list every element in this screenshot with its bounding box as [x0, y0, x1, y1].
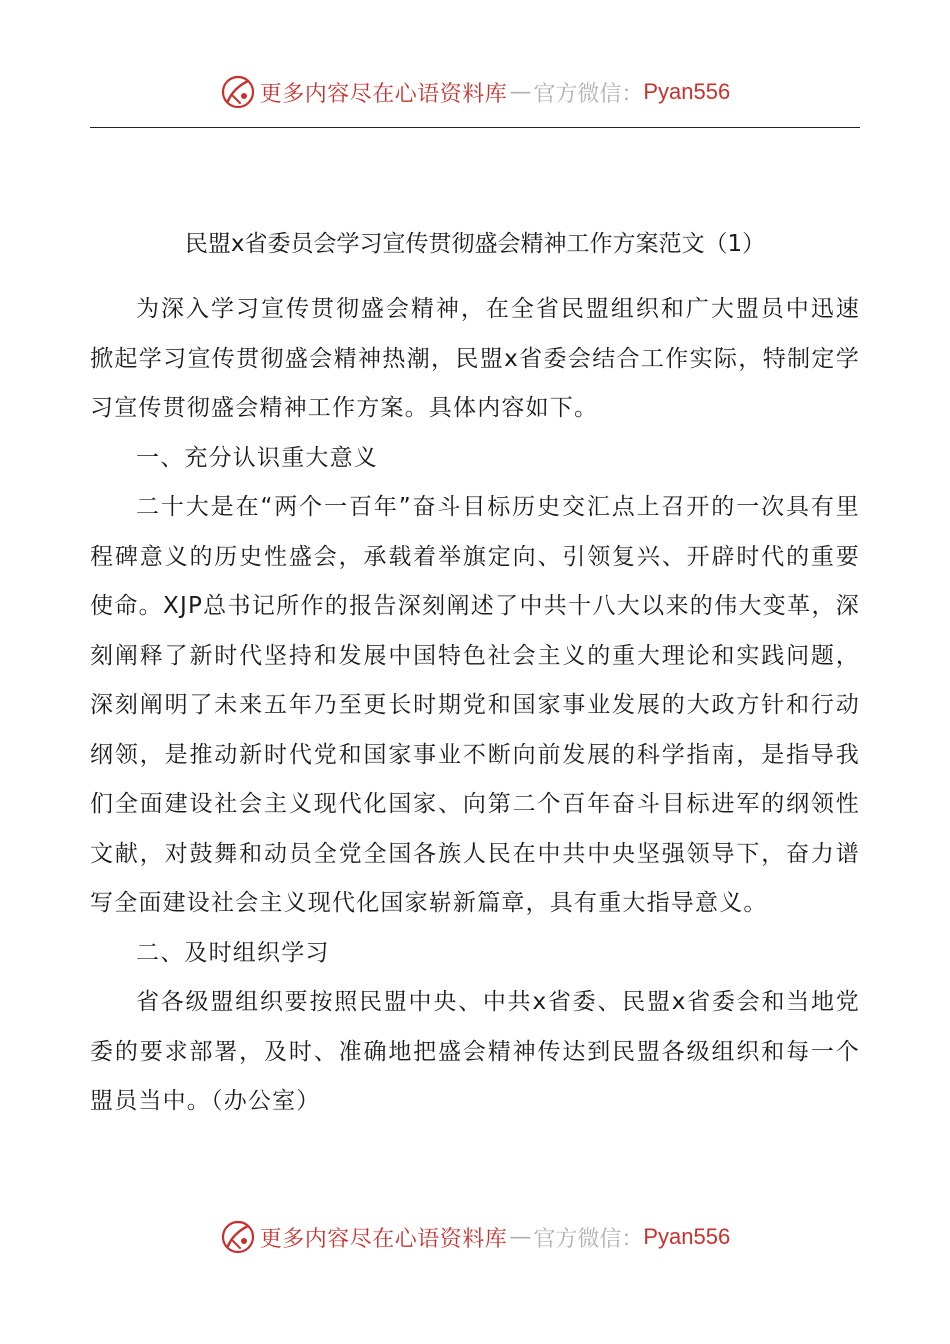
- section-1-paragraph: 二十大是在“两个一百年”奋斗目标历史交汇点上召开的一次具有里程碑意义的历史性盛会，承载着举旗定向、引领复兴、开辟时代的重要使命。XJP总书记所作的报告深刻阐述了中共十八大以来的伟大变革，深刻阐释了新时代坚持和发展中国特色社会主义的重大理论和实践问题，深刻阐明了未来五年乃至更长时期党和国家事业发展的大政方针和行动纲领，是推动新时代党和国家事业不断向前发展的科学指南，是指导我们全面建设社会主义现代化国家、向第二个百年奋斗目标进军的纲领性文献，对鼓舞和动员全党全国各族人民在中共中央坚强领导下，奋力谱写全面建设社会主义现代化国家崭新篇章，具有重大指导意义。: [90, 494, 860, 916]
- footer-banner: [0, 1215, 950, 1259]
- footer-slogan: 更多内容尽在心语资料库: [259, 1226, 508, 1252]
- footer-wechat-label: 官方微信：: [533, 1226, 644, 1252]
- header-banner: [0, 70, 950, 114]
- section-2-heading: 二、及时组织学习: [136, 939, 330, 966]
- pen-circle-logo-icon: [220, 74, 256, 110]
- document-body: [90, 285, 860, 1127]
- section-1-heading: 一、充分认识重大意义: [136, 444, 378, 471]
- banner-wechat-label: 官方微信：: [533, 81, 644, 107]
- header-divider: [90, 127, 860, 128]
- banner-slogan: 更多内容尽在心语资料库: [259, 81, 508, 107]
- pen-circle-logo-icon: [220, 1219, 256, 1255]
- section-2-paragraph: 省各级盟组织要按照民盟中央、中共x省委、民盟x省委会和当地党委的要求部署，及时、准确地把盛会精神传达到民盟各级组织和每一个盟员当中。（办公室）: [90, 989, 860, 1114]
- banner-wechat-id: Pyan556: [643, 79, 731, 104]
- document-title: 民盟x省委员会学习宣传贯彻盛会精神工作方案范文（1）: [184, 231, 766, 257]
- intro-paragraph: 为深入学习宣传贯彻盛会精神，在全省民盟组织和广大盟员中迅速掀起学习宣传贯彻盛会精神热潮，民盟x省委会结合工作实际，特制定学习宣传贯彻盛会精神工作方案。具体内容如下。: [90, 296, 860, 421]
- footer-separator: —: [509, 1224, 532, 1250]
- footer-wechat-id: Pyan556: [643, 1224, 731, 1249]
- banner-separator: —: [509, 79, 532, 105]
